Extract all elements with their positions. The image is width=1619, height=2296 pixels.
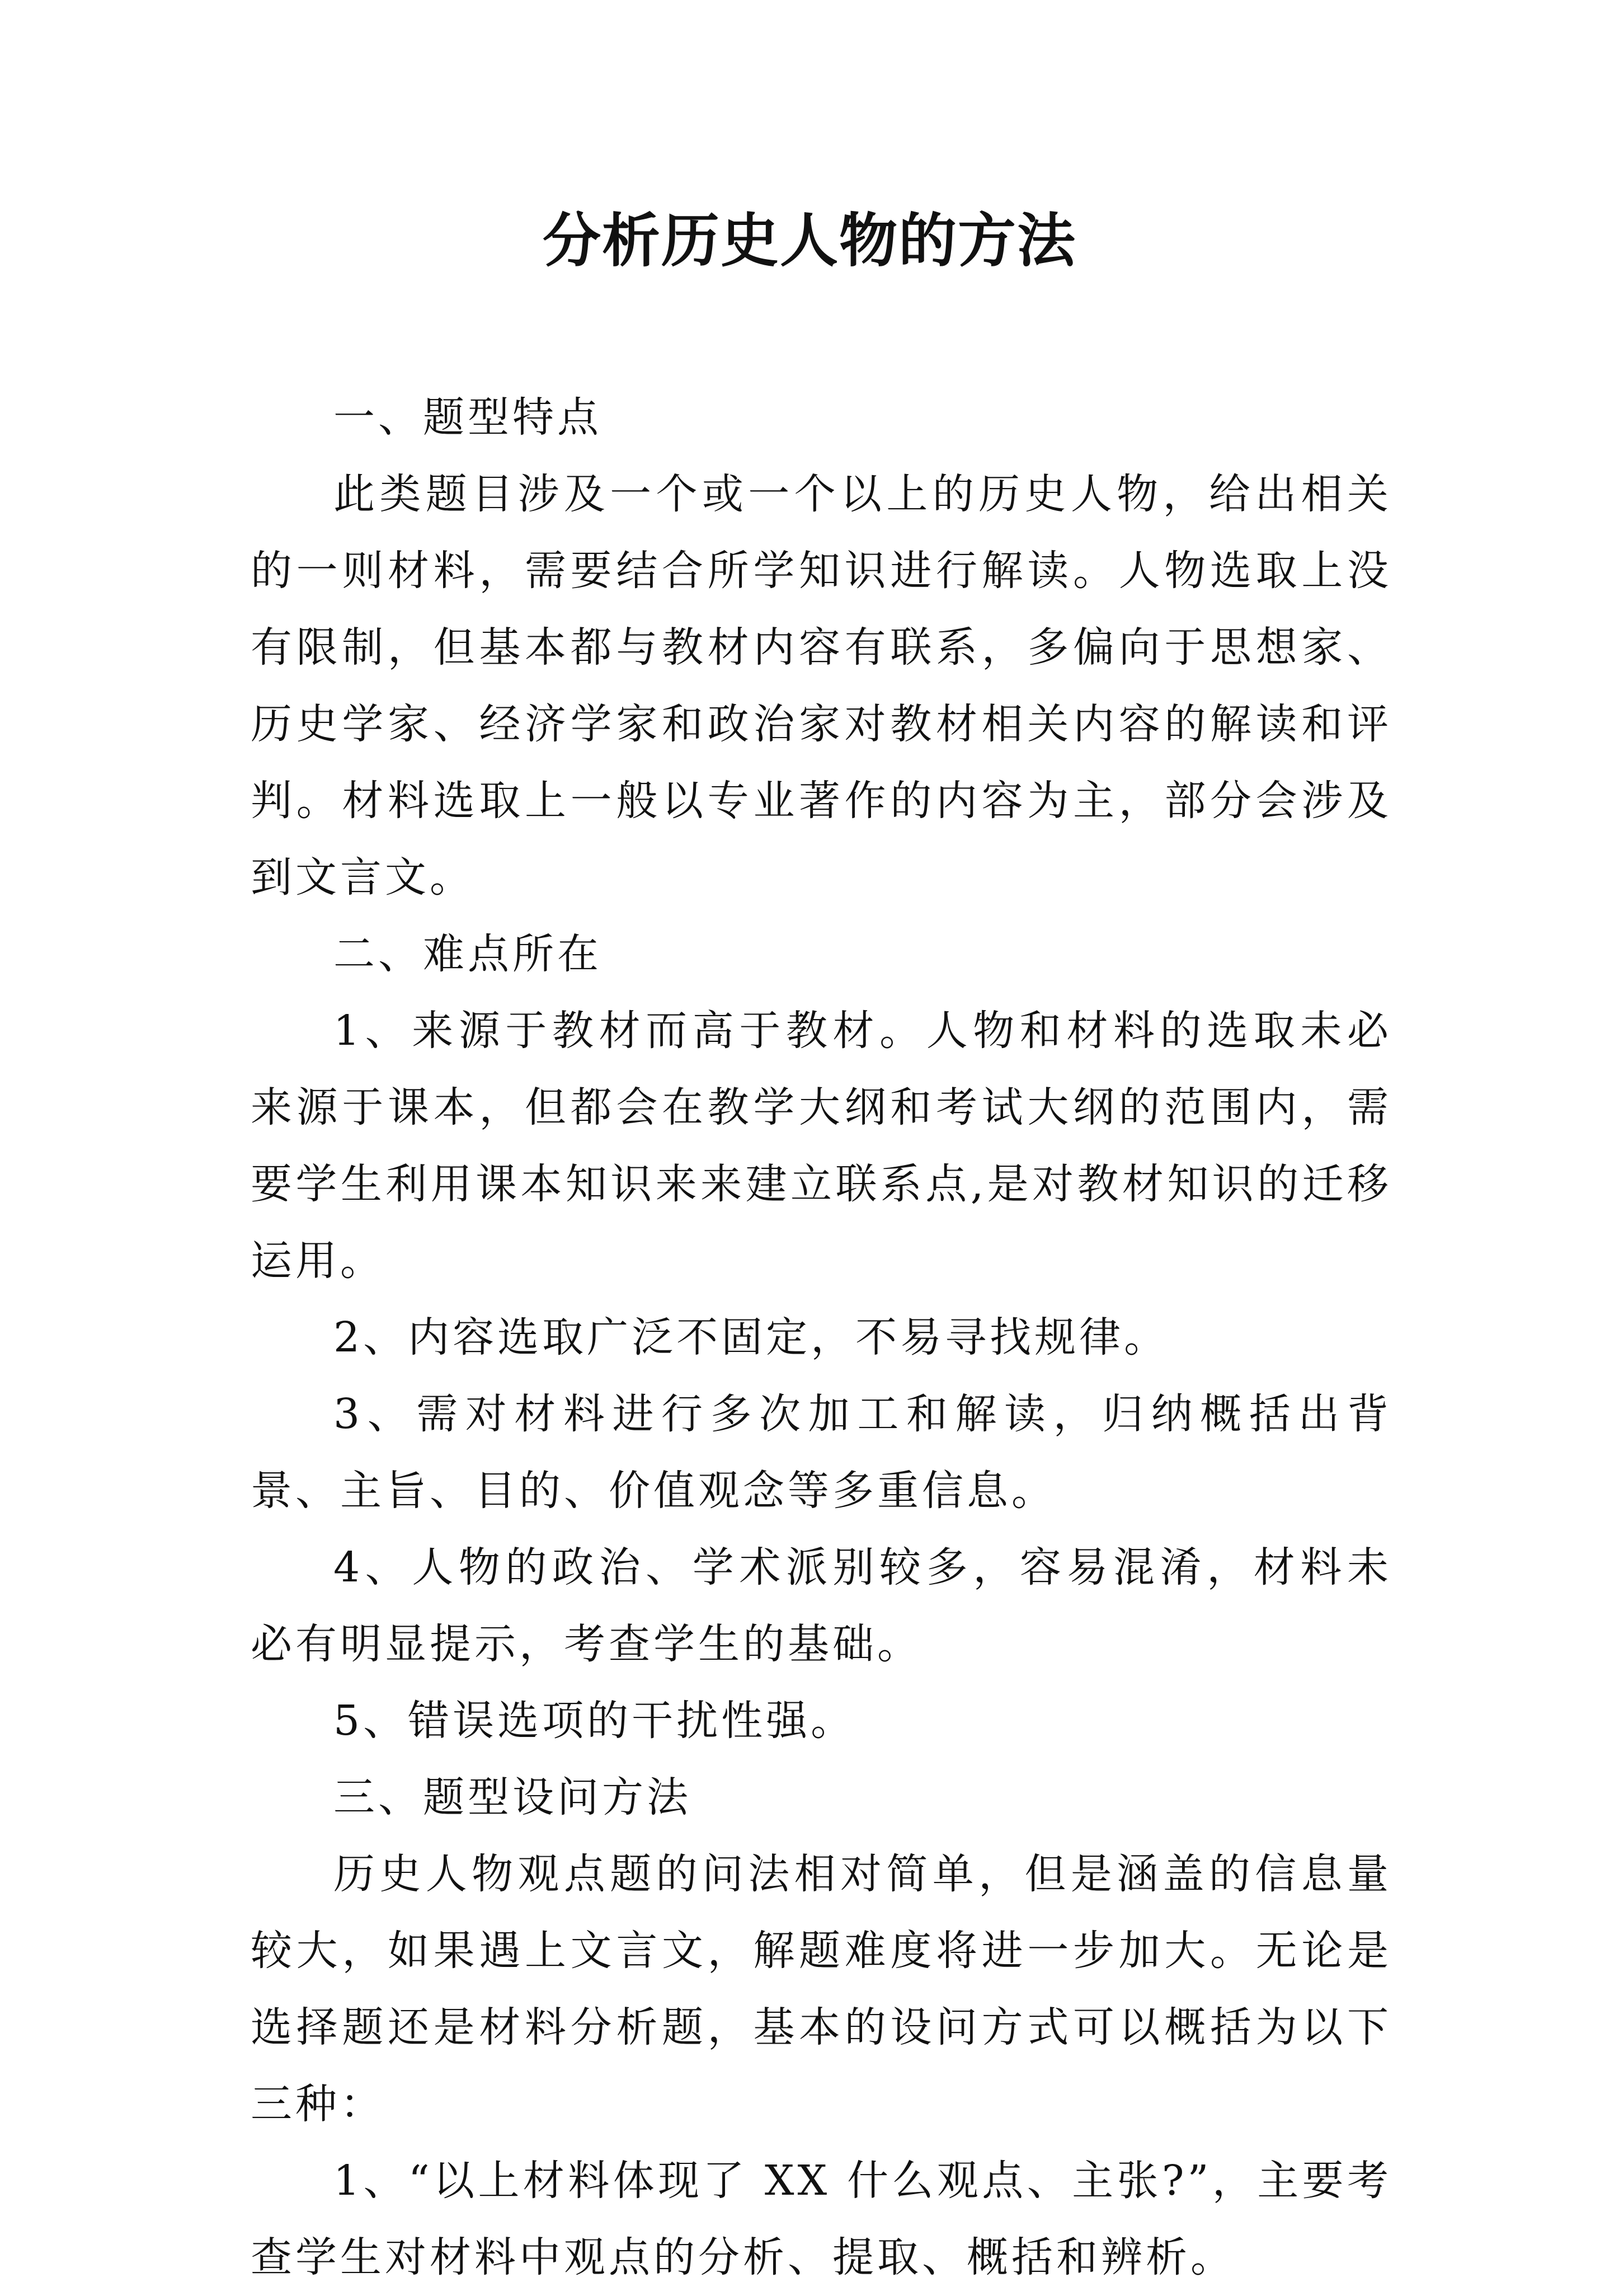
difficulty-item-2: 2、内容选取广泛不固定，不易寻找规律。 (333, 1313, 1169, 1361)
question-method-item-1: 1、“以上材料体现了 XX 什么观点、主张?”，主要考查学生对材料中观点的分析、提取、概括和辨析。 (251, 2157, 1392, 2281)
difficulty-item-3: 3、需对材料进行多次加工和解读，归纳概括出背景、主旨、目的、价值观念等多重信息。 (251, 1390, 1392, 1515)
document-body (251, 379, 1392, 2296)
paragraph-question-methods: 历史人物观点题的问法相对简单，但是涵盖的信息量较大，如果遇上文言文，解题难度将进一步加大。无论是选择题还是材料分析题，基本的设问方式可以概括为以下三种： (251, 1850, 1392, 2128)
difficulty-item-4: 4、人物的政治、学术派别较多，容易混淆，材料未必有明显提示，考查学生的基础。 (251, 1543, 1392, 1668)
difficulty-item-1: 1、来源于教材而高于教材。人物和材料的选取未必来源于课本，但都会在教学大纲和考试大纲的范围内，需要学生利用课本知识来来建立联系点,是对教材知识的迁移运用。 (251, 1007, 1392, 1285)
section-heading-3: 三、题型设问方法 (333, 1773, 691, 1821)
difficulty-item-5: 5、错误选项的干扰性强。 (333, 1697, 856, 1745)
document-title: 分析历史人物的方法 (542, 206, 1076, 275)
section-heading-1: 一、题型特点 (333, 393, 602, 442)
paragraph-intro: 此类题目涉及一个或一个以上的历史人物，给出相关的一则材料，需要结合所学知识进行解读。人物选取上没有限制，但基本都与教材内容有联系，多偏向于思想家、历史学家、经济学家和政治家对教材相关内容的解读和评判。材料选取上一般以专业著作的内容为主，部分会涉及到文言文。 (251, 470, 1392, 902)
section-heading-2: 二、难点所在 (333, 930, 602, 978)
